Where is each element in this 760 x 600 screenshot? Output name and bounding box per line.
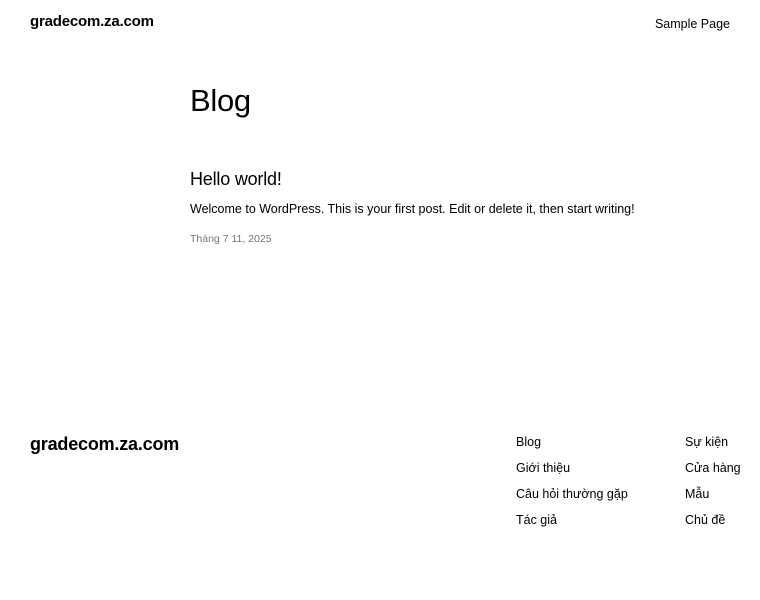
page-title: Blog: [190, 83, 251, 118]
footer-site-title-link[interactable]: gradecom.za.com: [30, 434, 180, 454]
footer-nav-column-1: [516, 429, 628, 533]
nav-item-sample-page[interactable]: Sample Page: [654, 17, 730, 31]
site-header: [0, 0, 760, 33]
footer-link-cua-hang[interactable]: Cửa hàng: [685, 461, 741, 475]
footer-link-mau[interactable]: Mẫu: [685, 487, 710, 501]
footer-nav-column-2: [685, 429, 741, 533]
footer-link-gioi-thieu[interactable]: Giới thiệu: [516, 461, 571, 475]
footer-link-tac-gia[interactable]: Tác giả: [516, 513, 557, 527]
post-title-link[interactable]: Hello world!: [190, 169, 282, 189]
post-excerpt: Welcome to WordPress. This is your first post. Edit or delete it, then start writing!: [190, 202, 635, 216]
footer-link-blog[interactable]: Blog: [516, 435, 542, 449]
site-title-link[interactable]: gradecom.za.com: [30, 13, 154, 30]
footer-link-su-kien[interactable]: Sự kiện: [685, 435, 729, 449]
footer-link-chu-de[interactable]: Chủ đề: [685, 513, 726, 527]
footer-link-cau-hoi-thuong-gap[interactable]: Câu hỏi thường gặp: [516, 487, 628, 501]
header-nav: [655, 13, 730, 33]
post-date: Tháng 7 11, 2025: [190, 233, 272, 245]
